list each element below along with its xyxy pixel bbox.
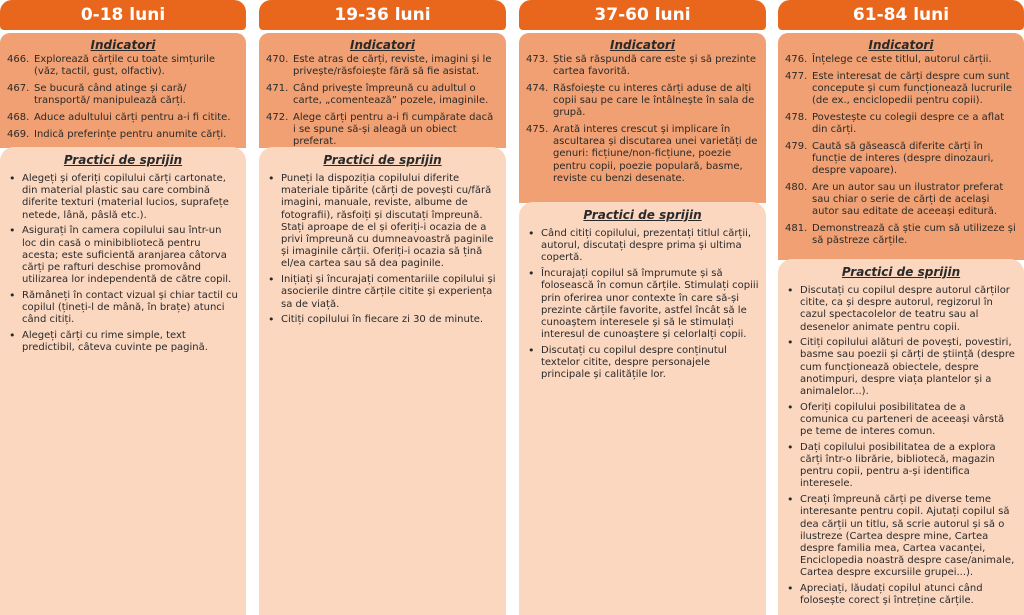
indicator-item xyxy=(526,124,759,185)
indicator-text: Caută să găsească diferite cărți în funcție de interes (despre dinozauri, despre vapoare). xyxy=(812,140,994,177)
practice-item: • Când citiți copilului, prezentați titlul cărții, autorul, discutați despre prima și ultima copertă. xyxy=(526,228,759,265)
indicator-number: 470. xyxy=(266,54,289,65)
column-header: 61-84 luni xyxy=(778,0,1024,30)
practice-item: • Citiți copilului alături de povești, povestiri, basme sau poezii și cărți de știință (despre cum funcționează obiectele, despre anotimpuri, despre viața plantelor și a animalelor...). xyxy=(785,337,1017,398)
indicators-list xyxy=(266,54,499,148)
practice-item: • Rămâneți în contact vizual și chiar tactil cu copilul (țineți-l de mână, în brațe) atunci când citiți. xyxy=(7,290,239,327)
indicator-item xyxy=(785,182,1017,219)
indicator-item xyxy=(785,54,1017,66)
indicator-text: Are un autor sau un ilustrator preferat sau chiar o serie de cărți de același autor sau editate de aceeași editură. xyxy=(812,181,1004,218)
practice-item: • Încurajați copilul să împrumute și să folosească în comun cărțile. Stimulați copiii prin oferirea unor contexte în care să-și prezinte cărțile favorite, astfel încât să le cunoaștem interesele și să le stimulați interesul de cunoaștere și celorlalți copii. xyxy=(526,268,759,341)
column-61-84 xyxy=(778,0,1024,615)
practice-item: • Discutați cu copilul despre autorul cărților citite, ca și despre autorul, regizorul în cazul spectacolelor de teatru sau al desenelor animate pentru copii. xyxy=(785,285,1017,334)
column-header: 37-60 luni xyxy=(519,0,766,30)
indicators-list xyxy=(7,54,239,141)
practices-title: Practici de sprijin xyxy=(583,208,702,222)
practice-item: • Apreciați, lăudați copilul atunci când folosește corect și întreține cărțile. xyxy=(785,583,1017,607)
indicators-panel xyxy=(519,33,766,203)
practice-item: • Alegeți și oferiți copilului cărți cartonate, din material plastic sau care combină diferite texturi (material lucios, suprafețe netede, lână, pâslă etc.). xyxy=(7,173,239,222)
practice-item: • Dați copilului posibilitatea de a explora cărți într-o librărie, bibliotecă, magazin pentru copii, pentru a-și identifica interesele. xyxy=(785,442,1017,491)
practices-panel xyxy=(259,147,506,615)
practice-item: • Discutați cu copilul despre conținutul textelor citite, despre personajele principale și calitățile lor. xyxy=(526,345,759,382)
practices-list xyxy=(785,285,1017,608)
practices-panel xyxy=(0,147,246,615)
practices-title: Practici de sprijin xyxy=(323,153,442,167)
column-header: 19-36 luni xyxy=(259,0,506,30)
indicator-number: 467. xyxy=(7,82,30,94)
indicator-item xyxy=(785,223,1017,247)
indicator-number: 480. xyxy=(785,181,808,193)
indicators-title: Indicatori xyxy=(610,38,675,52)
indicator-number: 475. xyxy=(526,124,549,136)
indicator-text: Aduce adultului cărți pentru a-i fi citite. xyxy=(34,111,231,123)
indicator-text: Demonstrează că știe cum să utilizeze și să păstreze cărțile. xyxy=(812,222,1016,247)
indicator-item xyxy=(7,112,239,124)
indicator-item xyxy=(266,54,499,78)
indicator-text: Se bucură când atinge și cară/ transportă/ manipulează cărți. xyxy=(34,82,187,107)
practice-item: • Oferiți copilului posibilitatea de a comunica cu parteneri de aceeași vârstă pe teme de interes comun. xyxy=(785,402,1017,439)
indicator-item xyxy=(785,112,1017,136)
indicator-number: 473. xyxy=(526,54,549,65)
indicators-list xyxy=(785,54,1017,247)
indicator-item xyxy=(7,129,239,141)
indicator-item xyxy=(7,83,239,107)
indicator-item xyxy=(7,54,239,78)
practice-item: • Puneți la dispoziția copilului diferite materiale tipărite (cărți de povești cu/fără imagini, manuale, reviste, albume de fotografii), răsfoiți și discutați împreună. Stați aproape de el și oferiți-i ocazia de a privi împreună cu dumneavoastră paginile și imaginile cărții. Oferiți-i ocazia să țină el/ea cartea sau să dea paginile. xyxy=(266,173,499,271)
column-19-36 xyxy=(259,0,506,615)
indicator-number: 477. xyxy=(785,70,808,82)
indicator-number: 468. xyxy=(7,111,30,123)
indicator-item xyxy=(266,112,499,149)
practices-title: Practici de sprijin xyxy=(841,264,961,279)
indicator-text: Răsfoiește cu interes cărți aduse de alți copii sau pe care le întâlnește în sala de grupă. xyxy=(553,82,755,119)
practice-item: • Asigurați în camera copilului sau într-un loc din casă o minibibliotecă pentru acesta; este suficientă aranjarea câtorva cărți pe rafturi deschise promovând utilizarea lor independentă de către copil. xyxy=(7,225,239,286)
column-0-18 xyxy=(0,0,246,615)
column-37-60 xyxy=(519,0,766,615)
indicator-text: Indică preferințe pentru anumite cărți. xyxy=(34,128,227,140)
practices-list xyxy=(526,228,759,381)
indicator-text: Când privește împreună cu adultul o carte, „comentează” pozele, imaginile. xyxy=(293,82,489,107)
indicator-item xyxy=(785,141,1017,178)
practices-title: Practici de sprijin xyxy=(63,153,183,167)
indicator-number: 469. xyxy=(7,128,30,140)
indicator-item xyxy=(526,83,759,120)
indicators-title: Indicatori xyxy=(90,38,156,52)
indicators-title: Indicatori xyxy=(868,38,934,52)
indicator-item xyxy=(266,83,499,107)
practice-item: • Citiți copilului în fiecare zi 30 de minute. xyxy=(266,314,499,326)
practices-panel xyxy=(778,259,1024,615)
indicators-list xyxy=(526,54,759,185)
indicators-title: Indicatori xyxy=(350,38,415,52)
indicators-panel xyxy=(0,33,246,148)
indicator-text: Explorează cărțile cu toate simțurile (văz, tactil, gust, olfactiv). xyxy=(34,54,215,78)
indicator-number: 466. xyxy=(7,54,30,65)
indicators-panel xyxy=(778,33,1024,260)
indicator-text: Alege cărți pentru a-i fi cumpărate dacă i se spune să-și aleagă un obiect preferat. xyxy=(293,111,494,148)
indicator-text: Înțelege ce este titlul, autorul cărții. xyxy=(812,54,992,65)
indicator-text: Este atras de cărți, reviste, imagini și le privește/răsfoiește fără să fie asistat. xyxy=(293,54,492,78)
practices-panel xyxy=(519,202,766,615)
indicator-item xyxy=(785,71,1017,108)
indicator-number: 474. xyxy=(526,82,549,94)
indicator-number: 479. xyxy=(785,140,808,152)
indicator-text: Povestește cu colegii despre ce a aflat din cărți. xyxy=(812,111,1005,136)
indicator-number: 476. xyxy=(785,54,808,65)
practices-list xyxy=(7,173,239,354)
indicator-number: 478. xyxy=(785,111,808,123)
column-header: 0-18 luni xyxy=(0,0,246,30)
indicators-panel xyxy=(259,33,506,148)
indicator-number: 471. xyxy=(266,82,289,94)
indicator-number: 481. xyxy=(785,222,808,234)
indicator-text: Arată interes crescut și implicare în ascultarea și discutarea unei varietăți de genuri: ficțiune/non-ficțiune, poezie pentru copii, poezie populară, basme, reviste cu benzi desenate. xyxy=(553,124,758,184)
indicator-text: Știe să răspundă care este și să prezinte cartea favorită. xyxy=(553,54,756,78)
practice-item: • Alegeți cărți cu rime simple, text predictibil, câteva cuvinte pe pagină. xyxy=(7,330,239,354)
indicator-text: Este interesat de cărți despre cum sunt concepute și cum funcționează lucrurile (de ex., enciclopedii pentru copii). xyxy=(812,70,1013,107)
practice-item: • Creați împreună cărți pe diverse teme interesante pentru copil. Ajutați copilul să dea cărții un titlu, să scrie autorul și să o ilustreze (Cartea despre mine, Cartea despre familia mea, Cartea vacanței, Enciclopedia noastră despre case/animale, Cartea despre excursiile grupei...). xyxy=(785,494,1017,579)
indicator-item xyxy=(526,54,759,78)
practices-list xyxy=(266,173,499,326)
practice-item: • Inițiați și încurajați comentariile copilului și asocierile dintre cărțile citite și experiența sa de viață. xyxy=(266,274,499,311)
indicator-number: 472. xyxy=(266,111,289,123)
